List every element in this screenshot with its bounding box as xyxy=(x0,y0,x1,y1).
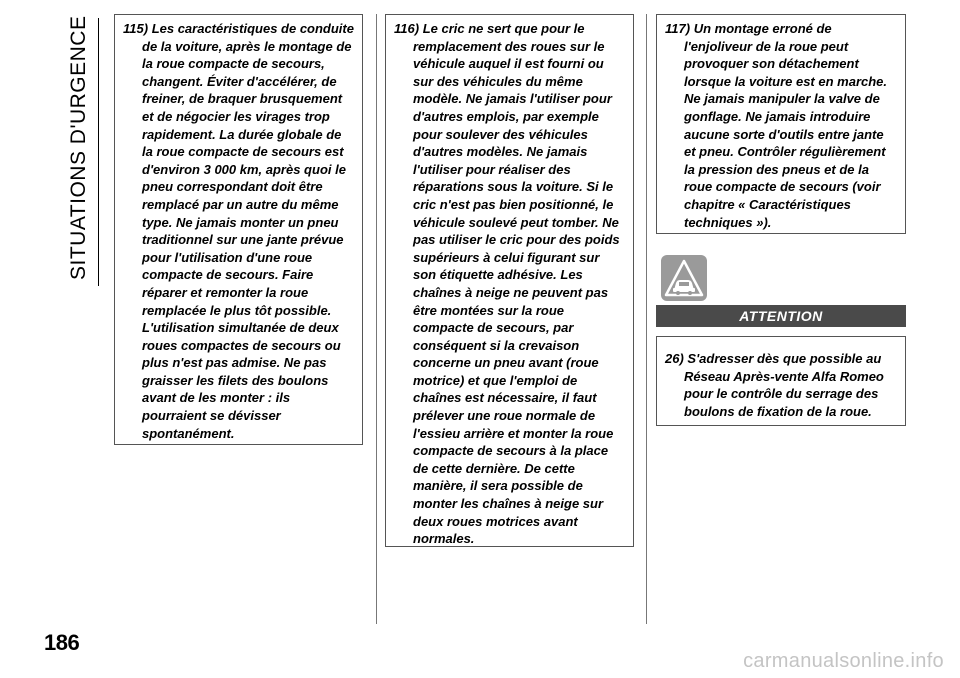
attention-note xyxy=(665,350,897,420)
car-warning-icon-svg xyxy=(661,255,707,301)
note-117 xyxy=(665,20,897,231)
attention-heading: ATTENTION xyxy=(656,305,906,327)
car-warning-icon xyxy=(661,255,707,301)
page-number: 186 xyxy=(44,630,80,655)
note-text: Un montage erroné de l'enjoliveur de la roue peut provoquer son détachement lorsque la voiture est en marche. Ne jamais manipuler la valve de gonflage. Ne jamais introduire aucune sorte d'outils entre jante et pneu. Contrôler régulièrement la pression des pneus et de la roue compacte de secours (voir chapitre « Caractéristiques techniques »). xyxy=(684,21,888,230)
note-text: Le cric ne sert que pour le remplacement des roues sur le véhicule auquel il est fourni ou sur des véhicules du même modèle. Ne jamais l'utiliser pour d'autres emplois, par exemple pour soulever des véhicules d'autres modèles. Ne jamais l'utiliser pour réaliser des réparations sous la voiture. Si le cric n'est pas bien positionné, le véhicule soulevé peut tomber. Ne pas utiliser le cric pour des poids supérieurs à celui figurant sur son étiquette adhésive. Les chaînes à neige ne peuvent pas être montées sur la roue compacte de secours, par conséquent si la crevaison concerne un pneu avant (roue motrice) et que l'emploi de chaînes est nécessaire, il faut prélever une roue normale de l'essieu arrière et monter la roue compacte de secours à la place de cette dernière. De cette manière, il sera possible de monter les chaînes à neige sur deux roues motrices avant normales. xyxy=(413,21,620,547)
column-divider xyxy=(646,14,647,624)
note-number: 26) xyxy=(665,351,684,366)
note-number: 115) xyxy=(123,21,149,36)
watermark: carmanualsonline.info xyxy=(743,650,944,672)
note-number: 116) xyxy=(394,21,420,36)
note-text: Les caractéristiques de conduite de la voiture, après le montage de la roue compacte de secours, changent. Éviter d'accélérer, de freiner, de braquer brusquement et de négocier les virages trop rapidement. La durée globale de la roue compacte de secours est d'environ 3 000 km, après quoi le pneu correspondant doit être remplacé par un autre du même type. Ne jamais monter un pneu traditionnel sur une jante prévue pour l'utilisation d'une roue compacte de secours. Faire réparer et remonter la roue remplacée le plus tôt possible. L'utilisation simultanée de deux roues compactes de secours ou plus n'est pas admise. Ne pas graisser les filets des boulons avant de les monter : ils pourraient se dévisser spontanément. xyxy=(142,21,354,441)
attention-box xyxy=(656,336,906,426)
section-title: SITUATIONS D'URGENCE xyxy=(67,15,90,280)
note-number: 117) xyxy=(665,21,691,36)
note-text: S'adresser dès que possible au Réseau Après-vente Alfa Romeo pour le contrôle du serrage des boulons de fixation de la roue. xyxy=(684,351,884,419)
note-116 xyxy=(394,20,625,548)
column-divider xyxy=(376,14,377,624)
section-divider xyxy=(98,18,99,286)
note-box-115 xyxy=(114,14,363,445)
note-box-116 xyxy=(385,14,634,547)
note-115 xyxy=(123,20,354,442)
note-box-117 xyxy=(656,14,906,234)
